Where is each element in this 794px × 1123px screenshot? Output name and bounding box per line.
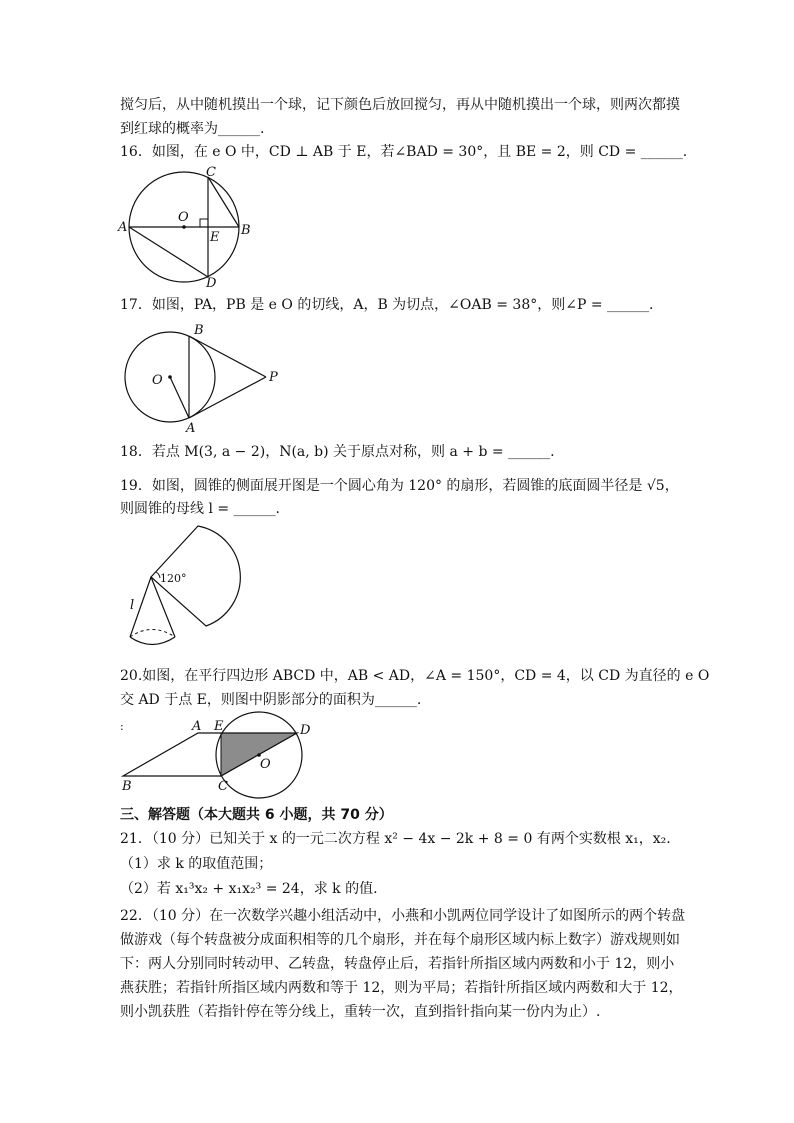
question-22-line1: 22．（10 分）在一次数学兴趣小组活动中，小燕和小凯两位同学设计了如图所示的两个转盘 (120, 908, 686, 924)
label-O: O (152, 373, 163, 388)
question-22-line3: 下：两人分别同时转动甲、乙转盘，转盘停止后，若指针所指区域内两数和小于 12，则小 (120, 956, 675, 972)
section-3-heading: 三、解答题（本大题共 6 小题，共 70 分） (120, 807, 393, 823)
question-18: 18．若点 M(3, a − 2)，N(a, b) 关于原点对称，则 a + b = ______. (120, 444, 555, 460)
question-22-line2: 做游戏（每个转盘被分成面积相等的几个扇形，并在每个扇形区域内标上数字）游戏规则如 (120, 932, 680, 948)
question-22-line4: 燕获胜；若指针所指区域内两数和等于 12，则为平局；若指针所指区域内两数和大于 12， (120, 980, 683, 996)
label-A: A (186, 421, 196, 436)
question-21-part2: （2）若 x₁³x₂ + x₁x₂³ = 24，求 k 的值. (120, 881, 378, 897)
label-A: A (192, 719, 202, 734)
label-B: B (194, 323, 204, 338)
label-P: P (269, 370, 278, 385)
q15-continuation-line2: 到红球的概率为______. (120, 121, 265, 137)
label-C: C (218, 779, 228, 794)
q15-continuation-line1: 搅匀后，从中随机摸出一个球，记下颜色后放回搅匀，再从中随机摸出一个球，则两次都摸 (120, 97, 680, 113)
label-angle: 120° (160, 572, 187, 585)
label-C: C (206, 165, 216, 180)
label-D: D (300, 723, 311, 738)
label-O: O (260, 757, 271, 772)
label-l: l (130, 598, 135, 613)
question-22-line5: 则小凯获胜（若指针停在等分线上，重转一次，直到指针指向某一份内为止）. (120, 1004, 601, 1020)
question-21-part1: （1）求 k 的取值范围； (120, 856, 273, 872)
label-O: O (178, 210, 189, 225)
figure-16-circle-chord (118, 165, 251, 291)
label-E: E (210, 230, 220, 245)
question-20-line1: 20.如图，在平行四边形 ABCD 中，AB < AD，∠A = 150°，CD = 4，以 CD 为直径的 e O (120, 668, 710, 684)
label-B: B (122, 779, 132, 794)
question-19-line2: 则圆锥的母线 l = ______. (120, 501, 281, 517)
label-E: E (214, 719, 224, 734)
question-17: 17．如图，PA，PB 是 e O 的切线，A，B 为切点，∠OAB = 38°，则∠P = ______. (120, 297, 654, 313)
label-A: A (118, 220, 128, 235)
figure-20-parallelogram (118, 718, 318, 794)
label-B: B (241, 223, 251, 238)
figure-19-cone-sector (118, 522, 233, 652)
label-D: D (206, 276, 217, 291)
question-21: 21．（10 分）已知关于 x 的一元二次方程 x² − 4x − 2k + 8 = 0 有两个实数根 x₁，x₂. (120, 831, 671, 847)
figure-17-tangent-lines (118, 322, 288, 434)
question-19-line1: 19．如图，圆锥的侧面展开图是一个圆心角为 120° 的扇形，若圆锥的底面圆半径是 √5， (120, 478, 679, 494)
stray-mark: : (120, 720, 124, 733)
question-16: 16．如图，在 e O 中，CD ⊥ AB 于 E，若∠BAD = 30°，且 BE = 2，则 CD = ______. (120, 144, 688, 160)
question-20-line2: 交 AD 于点 E，则图中阴影部分的面积为______. (120, 692, 422, 708)
